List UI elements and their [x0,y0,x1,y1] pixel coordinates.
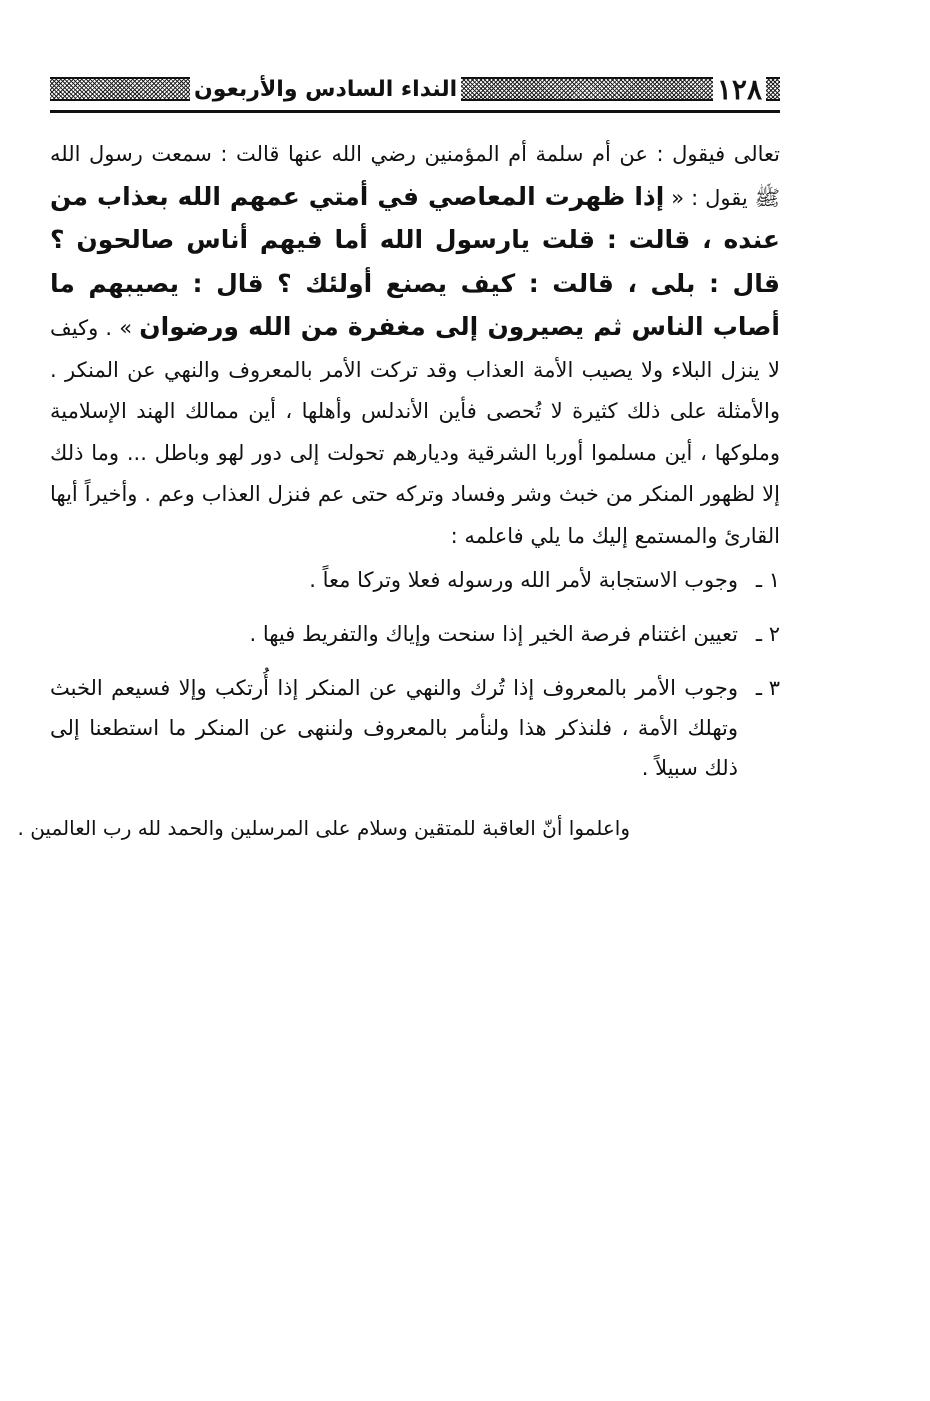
hadith-quote: إذا ظهرت المعاصي في أمتي عمهم الله بعذاب من عنده ، قالت : قلت يارسول الله أما فيهم أناس صالحون ؟ قال : بلى ، قالت : كيف يصنع أولئك ؟ قال : يصيبهم ما أصاب الناس ثم يصيرون إلى مغفرة من الله ورضوان [50,181,780,341]
list-item [50,614,780,654]
header-rule [50,110,780,113]
list-item-text: وجوب الأمر بالمعروف إذا تُرك والنهي عن المنكر إذا أُرتكب وإلا فسيعم الخبث وتهلك الأمة ، فلنذكر هذا ولنأمر بالمعروف ولننهى عن المنكر ما استطعنا إلى ذلك سبيلاً . [50,676,738,780]
lessons-list [50,560,780,802]
list-item-number: ٣ ـ [755,676,780,700]
running-header [50,72,780,106]
header-ornament-right [766,77,780,101]
list-item-number: ٢ ـ [755,622,780,646]
closing-line: واعلموا أنّ العاقبة للمتقين وسلام على المرسلين والحمد لله رب العالمين . [17,816,630,840]
main-paragraph [50,134,780,557]
list-item [50,560,780,600]
header-ornament-middle [461,77,713,101]
header-ornament-left [50,77,190,101]
running-title: النداء السادس والأربعون [194,76,458,102]
list-item-number: ١ ـ [755,568,780,592]
list-item-text: وجوب الاستجابة لأمر الله ورسوله فعلا وتركا معاً . [309,568,738,592]
page-number: ١٢٨ [716,72,762,106]
paragraph-intro: تعالى فيقول : عن أم سلمة أم المؤمنين رضي الله عنها قالت : سمعت رسول الله ﷺ يقول : « [50,142,780,210]
list-item [50,668,780,788]
list-item-text: تعيين اغتنام فرصة الخير إذا سنحت وإياك والتفريط فيها . [249,622,738,646]
paragraph-continuation: » . وكيف لا ينزل البلاء ولا يصيب الأمة العذاب وقد تركت الأمر بالمعروف والنهي عن المنكر . والأمثلة على ذلك كثيرة لا تُحصى فأين الأندلس وأهلها ، أين ممالك الهند الإسلامية وملوكها ، أين مسلموا أوربا الشرقية وديارهم تحولت إلى دور لهو وباطل ... وما ذلك إلا لظهور المنكر من خبث وشر وفساد وتركه حتى عم فنزل العذاب وعم . وأخيراً أيها القارئ والمستمع إليك ما يلي فاعلمه : [50,316,780,548]
